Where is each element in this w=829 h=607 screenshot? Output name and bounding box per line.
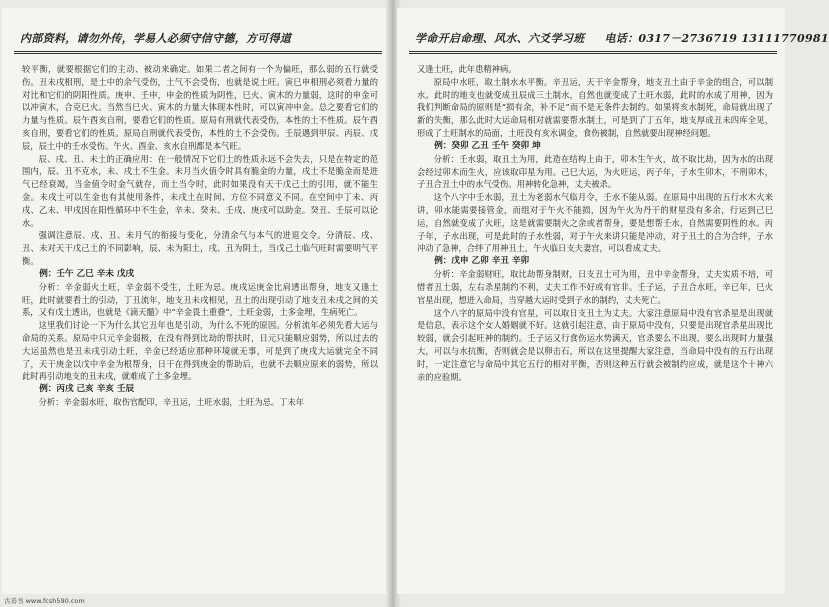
right-header-phone: 电话：0317－2736719 13111770981: [604, 32, 829, 45]
example-chart: 例：戊申 乙卯 辛丑 辛卯: [434, 256, 530, 267]
example-chart: 例：丙戌 己亥 辛亥 壬辰: [39, 384, 135, 395]
header-rule-double: [14, 53, 382, 54]
example-chart: 例：癸卯 乙丑 壬午 癸卯 坤: [434, 140, 541, 151]
paragraph: 辰、戌、丑、未土的正确应用：在一般情况下它们土的性质永远不会失去，只是在特定的范围内，辰、丑不克水，未、戌土不生金。未月当火值令时具有脆金的力量，戌土不是脆金而是进气已经衰竭，当金值令时金气就存，而土当令时，此时如果没有天干戊己土的引用，就不能生金。未戌土可以生金也有其使用条件，未戌土在时间、方位不同意义不同。在空间中丁未、丙戌、乙未、甲戌因在阳性循环中不生金，辛未、癸未、壬戌、庚戌可以助金。癸丑、壬辰可以论水。: [22, 153, 378, 228]
paragraph: 分析：辛金弱火土旺，辛金弱不受生，土旺为忌。庚戌运庚金比肩透出帮身，地支又逢土旺，此时就要看土的引动，丁丑流年，地支丑未戌相见，丑土的出现引动了地支丑未戌之间的关系，又有戊土透出，也就是《滴天髓》中“辛金畏土重叠”，土旺金弱，土多金埋，生病死亡。: [22, 281, 378, 318]
header-rule: [14, 51, 382, 52]
right-page: [397, 8, 829, 594]
paragraph: 这里我们讨论一下为什么其它丑年也是引动，为什么不死的原因。分析流年必须先看大运与命局的关系。原局中只元辛金弱极，在没有得到比劫的帮扶时，日元只能顺应弱势，所以过去的大运虽然也是丑未戌引动土旺，辛金已经适应那种环境就无事，可是到了庚戌大运就完全不同了，天干庚金以戊中辛金为根帮身，日干在得到庚金的帮助后，也就不去顺应原来的弱势，所以此时再引动地支的丑未戌，就难成了土多金埋。: [22, 320, 378, 382]
paragraph: 这个八字中壬水弱，丑土为老弱水气临月令，壬水不能从弱。在原局中出现的五行水木火来讲，卯水能需要接管金，而组对于午火不能损，因为午火为丹干的财星没有多余，行运到己巳运，自然就变成了火旺，这是就需要制火之余或者帮身，要是想帮壬水，自然需要阴性的水。丙子年，子水出现，可是此时的子水性弱，对于午火来讲只能是冲动，对于丑土的合为合绊，子水冲动了急神，合绊了用神丑土，午火临日支夫妻宫，可以看成丈夫。: [417, 192, 773, 254]
paragraph: 分析：壬水弱，取丑土为用，此造在结构上由于，卯木生午火，故不取比劫，因为水的出现会经过卯木而生火，应该取印星为用。己巳大运，为火旺运，丙子年，子水生卯木，不刑卯木，子丑合丑土中的水气受伤。用神转化急神，丈夫被杀。: [417, 153, 773, 190]
paragraph: 又逢土旺，此年患精神病。: [417, 64, 517, 74]
paragraph: 较平衡，就要根据它们的主动、被动来确定。如果二者之间有一个为偏旺，那么弱的五行就受伤。丑未戌相刑，是土中的余气受伤，土气不会受伤，也就是说土旺。寅巳申相刑必须看力量的对比和它们的阴阳性质。庚申、壬申，申金的性质为阴性，巳火、寅木的力量弱，这时的申金可以冲寅木，合克巳火。当然当巳火、寅木的力量大体现本性时，可以寅冲申金。总之要看它们的力量与性质。辰午酉亥自刑，要看它们的性质。原局有刑就代表受伤，本性的土不性质。辰午酉亥自刑，要看它们的性质。原局自刑就代表受伤，本性的土不会受伤。壬辰遇到甲辰、丙辰、戊辰，辰土中的壬水受伤。午火、酉金、亥水自刑都是本气旺。: [22, 64, 378, 151]
paragraph: 分析：辛金弱水旺，取伤官配印，辛丑运，土旺水弱，土旺为忌。丁未年: [38, 397, 305, 408]
left-page-body: [22, 63, 378, 576]
left-page-header: 内部资料，请勿外传，学易人必须守信守德，方可得道: [20, 32, 292, 45]
header-rule: [409, 51, 777, 52]
paragraph: 原局中水旺，取土制水水平衡。辛丑运，天干辛金帮身，地支丑土由于辛金的组合，可以制水。此时的地支也就变成丑辰成三土制水，自然也就变成了土旺水弱，此时的水成了用神，因为我们判断命局的原则是“损有余，补不足”而不是无条件去制约。如果将亥水制死，命局就出现了新的失衡，那么此时大运命局相对就需要帮水制土，可是到了丁五年，地支厚成丑未四库全见，形成了土旺制水的局面，土旺没有亥水调金，食伤被制，自然就要出现神经问题。: [417, 76, 773, 138]
paragraph: 强调注意辰、戌、丑、未月气的衔接与变化，分清余气与本气的进退交令。分清辰、戌、丑、未对天干戊己土的不同影响，辰、未为阳土，戌、丑为阴土，当戊己土临气旺时需要明气平衡。: [22, 230, 378, 266]
watermark-footer: 古善书 www.fcsh590.com: [4, 597, 85, 605]
left-page: [2, 8, 390, 594]
right-page-header: [415, 30, 829, 48]
header-rule-double: [409, 53, 777, 54]
right-page-body: [417, 63, 773, 576]
paragraph: 这个八字的原局中没有官星，可以取日支丑土为丈夫。大家注意原局中没有官杀星是出现就是信息，表示这个女人婚姻就不好。这就引起注意，由于原局中没有，只要是出现官杀星出现比较弱，就会引起旺神的制约。壬子运又行食伤运水势满天，官杀要么不出现，要么出现时力量强大，可以与水抗衡，否则就会是以卵击石，所以在这里提醒大家注意，当命局中没有的五行出现时，一定注意它与命局中其它五行的相对平衡，否则这种五行就会被制约应成，就是这个十神六亲的应验期。: [417, 307, 773, 382]
paragraph: 分析：辛金弱财旺，取比劫帮身制财，日支丑土可为用，丑中辛金帮身，丈夫实质不培，可惜者丑土弱，左右杀星制约不利，丈夫工作不好或有官非。壬子运，子丑合水旺，辛已年，巳火官星出现，想进入命局，当穿越大运时受到子水的制约，丈夫死亡。: [417, 269, 773, 305]
example-chart: 例：壬午 乙巳 辛未 戊戌: [39, 268, 135, 279]
right-header-title: 学命开启命理、风水、六爻学习班: [415, 32, 585, 45]
